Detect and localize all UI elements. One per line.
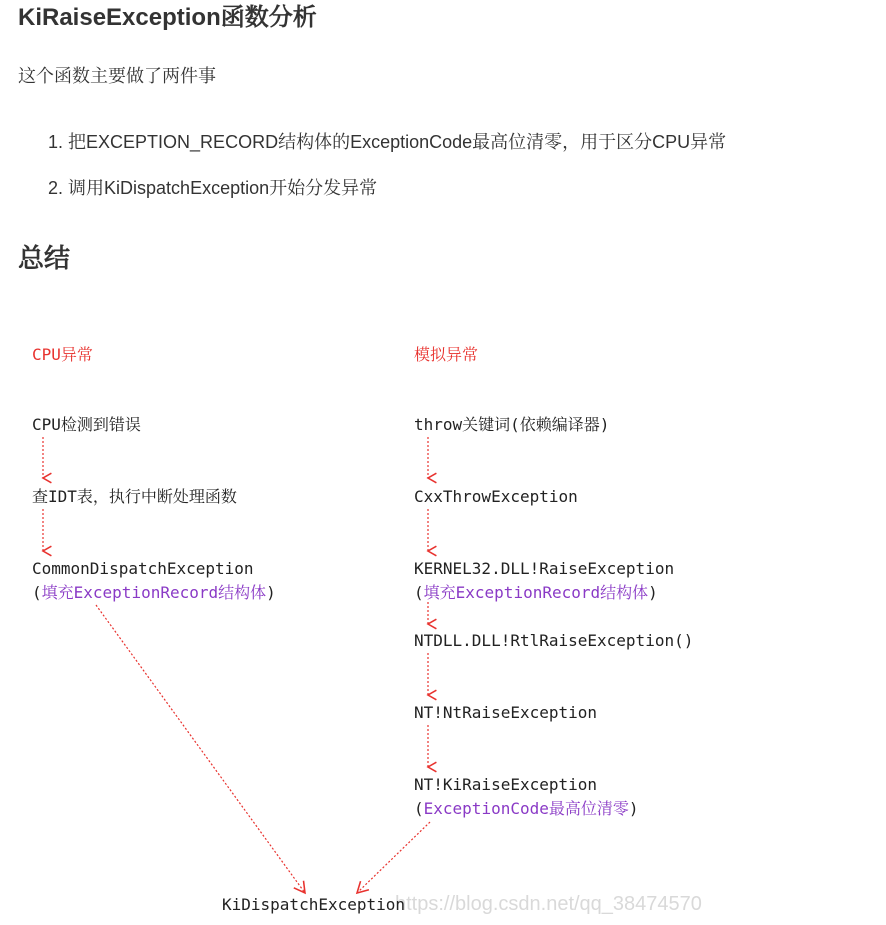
right-step-2: CxxThrowException (414, 487, 578, 506)
intro-paragraph: 这个函数主要做了两件事 (18, 66, 216, 86)
left-note: (填充ExceptionRecord结构体) (32, 583, 276, 602)
right-step-6: NT!KiRaiseException (414, 775, 598, 794)
list-number: 1. (48, 132, 64, 152)
right-note-1: (填充ExceptionRecord结构体) (414, 583, 658, 602)
ki-dispatch-exception: KiDispatchException (222, 895, 406, 914)
simulated-exception-title: 模拟异常 (414, 345, 479, 364)
left-step-1: CPU检测到错误 (32, 415, 141, 434)
article-heading: KiRaiseException函数分析 (18, 4, 317, 31)
summary-heading: 总结 (18, 243, 71, 273)
left-step-2: 查IDT表，执行中断处理函数 (32, 487, 237, 506)
arrow-to-dispatch-left (96, 605, 305, 893)
list-text: 把EXCEPTION_RECORD结构体的ExceptionCode最高位清零，用于区分CPU异常 (68, 132, 727, 152)
list-number: 2. (48, 178, 64, 198)
right-step-3: KERNEL32.DLL!RaiseException (414, 559, 675, 578)
cpu-exception-title: CPU异常 (32, 345, 93, 364)
watermark: https://blog.csdn.net/qq_38474570 (395, 893, 702, 915)
arrow-to-dispatch-right (357, 822, 430, 893)
right-note-2: (ExceptionCode最高位清零) (414, 799, 639, 818)
left-step-3: CommonDispatchException (32, 559, 254, 578)
list-text: 调用KiDispatchException开始分发异常 (68, 178, 378, 198)
right-step-1: throw关键词(依赖编译器) (414, 415, 610, 434)
right-step-4: NTDLL.DLL!RtlRaiseException() (414, 631, 694, 650)
right-step-5: NT!NtRaiseException (414, 703, 598, 722)
